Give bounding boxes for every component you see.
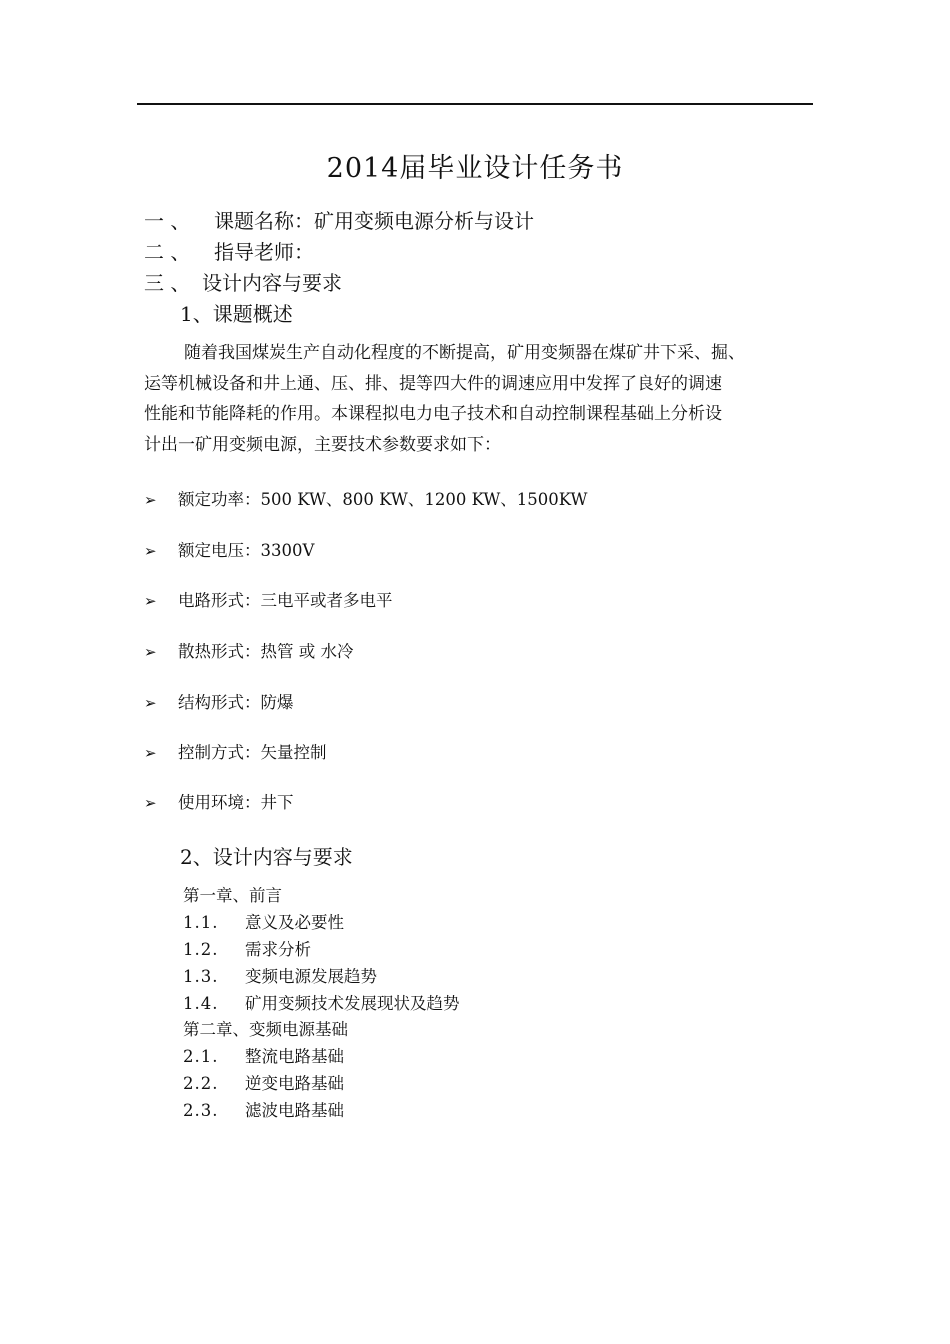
paragraph-line: 随着我国煤炭生产自动化程度的不断提高，矿用变频器在煤矿井下采、掘、 — [184, 343, 745, 363]
document-title: 2014届毕业设计任务书 — [326, 153, 624, 184]
toc-text: 滤波电路基础 — [245, 1101, 344, 1120]
arrow-bullet-icon: ➢ — [144, 744, 157, 762]
section-text: 课题名称：矿用变频电源分析与设计 — [214, 209, 534, 233]
spec-item — [144, 691, 294, 715]
arrow-bullet-icon: ➢ — [144, 794, 157, 812]
toc-number: 1.4. — [183, 994, 219, 1013]
overview-heading: 1、课题概述 — [180, 302, 293, 326]
section-number: 二 、 — [144, 240, 191, 264]
toc-item — [183, 992, 460, 1016]
toc-number: 1.1. — [183, 913, 219, 932]
toc-number: 2.3. — [183, 1101, 219, 1120]
section-number: 三 、 — [144, 271, 191, 295]
toc-text: 矿用变频技术发展现状及趋势 — [245, 994, 460, 1013]
spec-item — [144, 741, 327, 765]
section-topic — [144, 207, 534, 235]
toc-chapter: 第一章、前言 — [183, 886, 282, 905]
toc-number: 1.2. — [183, 940, 219, 959]
spec-text: 电路形式：三电平或者多电平 — [178, 591, 393, 610]
section-text: 设计内容与要求 — [202, 271, 342, 295]
toc-text: 变频电源发展趋势 — [245, 967, 377, 986]
toc-item — [183, 1045, 344, 1069]
spec-text: 额定电压：3300V — [178, 541, 315, 560]
spec-item — [144, 640, 354, 664]
toc-number: 2.1. — [183, 1047, 219, 1066]
arrow-bullet-icon: ➢ — [144, 491, 157, 509]
spec-item — [144, 488, 588, 512]
section-number: 一 、 — [144, 209, 191, 233]
toc-text: 整流电路基础 — [245, 1047, 344, 1066]
spec-text: 使用环境：井下 — [178, 793, 294, 812]
spec-item — [144, 589, 393, 613]
toc-text: 意义及必要性 — [245, 913, 344, 932]
toc-number: 2.2. — [183, 1074, 219, 1093]
paragraph-line: 运等机械设备和井上通、压、排、提等四大件的调速应用中发挥了良好的调速 — [144, 373, 722, 394]
toc-item — [183, 938, 311, 962]
toc-item — [183, 911, 344, 935]
toc-item — [183, 1072, 344, 1096]
overview-paragraph — [144, 338, 814, 460]
section-text: 指导老师： — [214, 240, 314, 264]
toc-number: 1.3. — [183, 967, 219, 986]
arrow-bullet-icon: ➢ — [144, 592, 157, 610]
section-content — [144, 269, 342, 297]
spec-text: 散热形式：热管 或 水冷 — [178, 642, 354, 661]
paragraph-line: 计出一矿用变频电源，主要技术参数要求如下： — [144, 434, 501, 455]
spec-text: 额定功率：500 KW、800 KW、1200 KW、1500KW — [178, 490, 588, 509]
spec-item — [144, 791, 294, 815]
arrow-bullet-icon: ➢ — [144, 694, 157, 712]
toc-item — [183, 965, 377, 989]
spec-text: 控制方式：矢量控制 — [178, 743, 327, 762]
section-advisor — [144, 238, 314, 266]
toc-text: 需求分析 — [245, 940, 311, 959]
toc-item — [183, 1099, 344, 1123]
toc-text: 逆变电路基础 — [245, 1074, 344, 1093]
spec-item — [144, 539, 314, 563]
arrow-bullet-icon: ➢ — [144, 643, 157, 661]
arrow-bullet-icon: ➢ — [144, 542, 157, 560]
spec-text: 结构形式：防爆 — [178, 693, 294, 712]
design-heading: 2、设计内容与要求 — [180, 845, 353, 869]
toc-chapter: 第二章、变频电源基础 — [183, 1020, 348, 1039]
header-rule — [137, 103, 813, 105]
paragraph-line: 性能和节能降耗的作用。本课程拟电力电子技术和自动控制课程基础上分析设 — [144, 404, 722, 424]
